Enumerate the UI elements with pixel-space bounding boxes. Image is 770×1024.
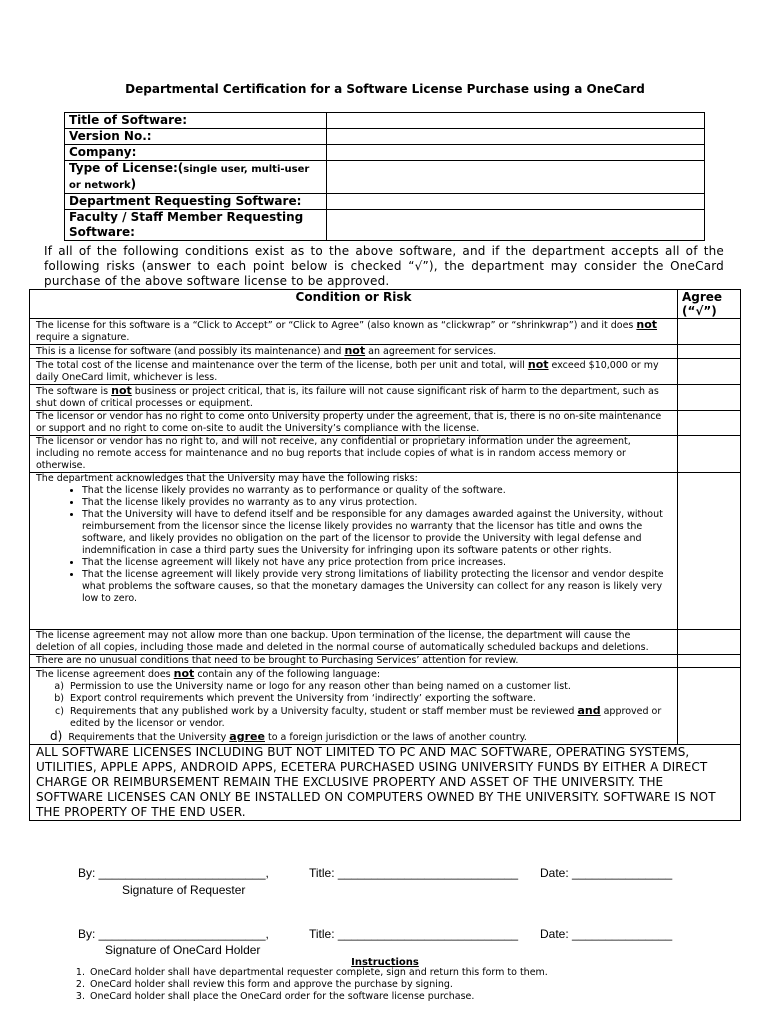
language-intro: The license agreement does not contain any of the following language:	[36, 667, 381, 680]
document-title: Departmental Certification for a Software License Purchase using a OneCard	[125, 82, 645, 96]
condition-row	[30, 411, 741, 436]
info-row-company	[65, 145, 705, 161]
risk-item: • That the license likely provides no warranty as to any virus protection.	[82, 497, 671, 509]
cardholder-signature-field[interactable]: By: _________________________,	[78, 927, 269, 941]
language-item-d: d) Requirements that the University agree to a foreign jurisdiction or the laws of another country.	[50, 729, 527, 743]
info-label-close: )	[130, 177, 137, 191]
instructions-heading: Instructions	[351, 957, 419, 968]
requester-signature-caption: Signature of Requester	[122, 883, 246, 897]
condition-row	[30, 319, 741, 345]
condition-text: This is a license for software (and possibly its maintenance) and not an agreement for services.	[30, 345, 678, 359]
condition-text: The licensor or vendor has no right to, and will not receive, any confidential or proprietary information under the agreement, including no remote access for maintenance and no bug reports that include copies of what is in random access memory or otherwise.	[30, 436, 678, 473]
condition-text: The license for this software is a “Click to Accept” or “Click to Agree” (also known as “clickwrap” or “shrinkwrap”) and it does not require a signature.	[30, 319, 678, 345]
cardholder-date-field[interactable]: Date: _______________	[540, 927, 673, 941]
condition-text: The license agreement may not allow more than one backup. Upon termination of the license, the department will cause the deletion of all copies, including those made and deleted in the normal course of automatically scheduled backups and deletions.	[30, 630, 678, 655]
agree-checkbox-cell[interactable]	[678, 630, 741, 655]
agree-checkbox-cell[interactable]	[678, 359, 741, 385]
condition-text	[30, 473, 678, 630]
software-info-table	[64, 112, 705, 241]
condition-text: The total cost of the license and maintenance over the term of the license, both per unit and total, will not exceed $10,000 or my daily OneCard limit, whichever is less.	[30, 359, 678, 385]
instruction-item: 2. OneCard holder shall review this form and approve the purchase by signing.	[88, 979, 548, 991]
info-label: Version No.:	[65, 129, 327, 145]
info-row-requester	[65, 210, 705, 241]
ownership-notice-row	[30, 745, 741, 821]
agree-checkbox-cell[interactable]	[678, 655, 741, 668]
risk-item: • That the license likely provides no warranty as to performance or quality of the software.	[82, 485, 671, 497]
condition-text: The licensor or vendor has no right to come onto University property under the agreement, that is, there is no on-site maintenance or support and no right to come on-site to audit the University’s compliance with the license.	[30, 411, 678, 436]
condition-row	[30, 385, 741, 411]
condition-row-risks	[30, 473, 741, 630]
info-value-field[interactable]	[327, 210, 705, 241]
cardholder-title-field[interactable]: Title: ___________________________	[309, 927, 519, 941]
condition-row	[30, 630, 741, 655]
instruction-item: 1. OneCard holder shall have departmental requester complete, sign and return this form to them.	[88, 967, 548, 979]
info-label: Faculty / Staff Member Requesting Software:	[65, 210, 327, 241]
condition-row	[30, 345, 741, 359]
condition-text: The software is not business or project critical, that is, its failure will not cause significant risk of harm to the department, such as shut down of critical processes or equipment.	[30, 385, 678, 411]
risks-list	[36, 485, 671, 605]
info-label	[65, 161, 327, 194]
requester-signature-field[interactable]: By: _________________________,	[78, 866, 269, 880]
info-label-hint: single user, multi-user or network	[69, 164, 310, 191]
agree-header: Agree (“√”)	[678, 290, 741, 319]
ownership-notice: ALL SOFTWARE LICENSES INCLUDING BUT NOT LIMITED TO PC AND MAC SOFTWARE, OPERATING SYSTEMS, UTILITIES, APPLE APPS, ANDROID APPS, ECETERA PURCHASED USING UNIVERSITY FUNDS BY EITHER A DIRECT CHARGE OR REIMBURSEMENT REMAIN THE EXCLUSIVE PROPERTY AND ASSET OF THE UNIVERSITY. THE SOFTWARE LICENSES CAN ONLY BE INSTALLED ON COMPUTERS OWNED BY THE UNIVERSITY. SOFTWARE IS NOT THE PROPERTY OF THE END USER.	[30, 745, 741, 821]
info-value-field[interactable]	[327, 194, 705, 210]
intro-paragraph: If all of the following conditions exist as to the above software, and if the department accepts all of the following risks (answer to each point below is checked “√”), the department may consider the OneCard purchase of the above software license to be approved.	[44, 244, 724, 288]
info-label-main: Type of License:(	[69, 161, 184, 175]
agree-checkbox-cell[interactable]	[678, 411, 741, 436]
cardholder-signature-caption: Signature of OneCard Holder	[105, 943, 261, 957]
info-row-license-type	[65, 161, 705, 194]
language-item: b. Export control requirements which prevent the University from ‘indirectly’ exporting the software.	[70, 693, 671, 705]
instructions-list	[66, 967, 548, 1003]
info-label: Company:	[65, 145, 327, 161]
condition-header: Condition or Risk	[30, 290, 678, 319]
requester-title-field[interactable]: Title: ___________________________	[309, 866, 519, 880]
agree-checkbox-cell[interactable]	[678, 473, 741, 630]
risk-item: • That the license agreement will likely provide very strong limitations of liability protecting the licensor and vendor despite what problems the software causes, so that the monetary damages the University can collect for any reason is likely very low to zero.	[82, 569, 671, 605]
info-label: Department Requesting Software:	[65, 194, 327, 210]
condition-row	[30, 359, 741, 385]
conditions-table	[29, 289, 741, 821]
language-item: c. Requirements that any published work by a University faculty, student or staff member must be reviewed and approved or edited by the licensor or vendor.	[70, 705, 671, 730]
info-row-version	[65, 129, 705, 145]
info-value-field[interactable]	[327, 113, 705, 129]
info-value-field[interactable]	[327, 161, 705, 194]
instruction-item: 3. OneCard holder shall place the OneCard order for the software license purchase.	[88, 991, 548, 1003]
agree-checkbox-cell[interactable]	[678, 319, 741, 345]
condition-row	[30, 436, 741, 473]
agree-checkbox-cell[interactable]	[678, 436, 741, 473]
agree-checkbox-cell[interactable]	[678, 668, 741, 745]
conditions-header-row	[30, 290, 741, 319]
condition-row	[30, 655, 741, 668]
agree-checkbox-cell[interactable]	[678, 385, 741, 411]
info-value-field[interactable]	[327, 129, 705, 145]
risks-intro: The department acknowledges that the University may have the following risks:	[36, 473, 418, 484]
risk-item: • That the license agreement will likely not have any price protection from price increases.	[82, 557, 671, 569]
language-item: a. Permission to use the University name or logo for any reason other than being named on a customer list.	[70, 681, 671, 693]
condition-text: There are no unusual conditions that need to be brought to Purchasing Services’ attention for review.	[30, 655, 678, 668]
info-label: Title of Software:	[65, 113, 327, 129]
info-row-department	[65, 194, 705, 210]
risk-item: • That the University will have to defend itself and be responsible for any damages awarded against the University, without reimbursement from the licensor since the license likely provides no warranty that the licensor has title and owns the software, and likely provides no obligation on the part of the licensor to provide the University with legal defense and indemnification in case a third party sues the University for infringing upon its software patents or other rights.	[82, 509, 671, 557]
language-list	[36, 681, 671, 730]
condition-text	[30, 668, 678, 745]
info-value-field[interactable]	[327, 145, 705, 161]
condition-row-language	[30, 668, 741, 745]
info-row-title	[65, 113, 705, 129]
agree-checkbox-cell[interactable]	[678, 345, 741, 359]
requester-date-field[interactable]: Date: _______________	[540, 866, 673, 880]
